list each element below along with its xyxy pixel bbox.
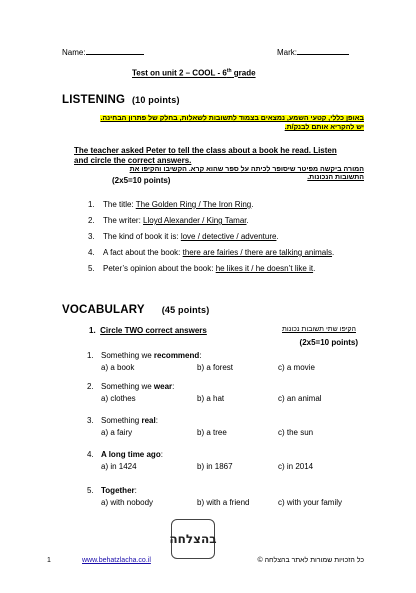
page-number: 1 xyxy=(47,557,51,564)
listening-item xyxy=(88,200,253,209)
item-number: 3. xyxy=(88,232,95,241)
question-keyword: wear xyxy=(153,382,173,391)
name-field xyxy=(62,46,144,57)
answer-option[interactable]: b) with a friend xyxy=(197,498,250,507)
item-prefix: Peter’s opinion about the book: xyxy=(103,264,216,273)
item-suffix: . xyxy=(246,216,249,225)
answer-option[interactable]: a) clothes xyxy=(101,394,136,403)
answer-option[interactable]: b) a hat xyxy=(197,394,225,403)
vocab-question xyxy=(87,450,163,459)
vocab-q1-title: 1. Circle TWO correct answers xyxy=(89,326,207,335)
listening-item xyxy=(88,248,334,257)
behatzlacha-logo: בהצלחה xyxy=(171,519,215,559)
question-colon: : xyxy=(160,450,163,459)
answer-option[interactable]: c) a movie xyxy=(278,363,315,372)
question-text: Something xyxy=(101,416,142,425)
website-link[interactable]: www.behatzlacha.co.il xyxy=(82,557,151,564)
vocab-q1-points: (2x5=10 points) xyxy=(299,338,358,347)
answer-choices[interactable]: there are fairies / there are talking animals xyxy=(182,248,333,257)
listening-task-english: The teacher asked Peter to tell the class about a book he read. Listen and circle the correct answers. xyxy=(74,146,337,165)
question-colon: : xyxy=(199,351,202,360)
listening-item xyxy=(88,216,249,225)
answer-option[interactable]: a) with nobody xyxy=(101,498,154,507)
mark-field xyxy=(277,46,349,57)
vocabulary-heading: VOCABULARY (45 points) xyxy=(62,304,210,316)
mark-blank xyxy=(297,46,349,55)
vocab-question xyxy=(87,416,158,425)
name-label: Name: xyxy=(62,48,86,57)
listening-item xyxy=(88,264,315,273)
question-number: 3. xyxy=(87,416,94,425)
answer-option[interactable]: c) the sun xyxy=(278,428,314,437)
item-suffix: . xyxy=(313,264,316,273)
item-number: 2. xyxy=(88,216,95,225)
answer-option[interactable]: b) a tree xyxy=(197,428,227,437)
vocab-q1-hebrew: הקיפו שתי תשובות נכונות xyxy=(282,326,356,333)
listening-item xyxy=(88,232,279,241)
question-text: Something we xyxy=(101,382,154,391)
item-suffix: . xyxy=(276,232,279,241)
vocab-question xyxy=(87,382,174,391)
item-suffix: . xyxy=(251,200,254,209)
question-keyword: real xyxy=(141,416,156,425)
answer-choices[interactable]: Lloyd Alexander / King Tamar xyxy=(143,216,247,225)
question-keyword: A long time ago xyxy=(101,450,161,459)
listening-heading: LISTENING (10 points) xyxy=(62,94,180,106)
answer-choices[interactable]: love / detective / adventure xyxy=(180,232,277,241)
vocab-question xyxy=(87,486,137,495)
name-blank xyxy=(86,46,144,55)
question-number: 2. xyxy=(87,382,94,391)
item-prefix: A fact about the book: xyxy=(103,248,183,257)
item-suffix: . xyxy=(332,248,335,257)
question-colon: : xyxy=(172,382,175,391)
question-colon: : xyxy=(134,486,137,495)
answer-option[interactable]: a) a fairy xyxy=(101,428,133,437)
question-text: Something we xyxy=(101,351,154,360)
answer-option[interactable]: a) a book xyxy=(101,363,135,372)
answer-option[interactable]: c) with your family xyxy=(278,498,343,507)
test-title: Test on unit 2 – COOL - 6th grade xyxy=(132,68,256,78)
answer-option[interactable]: a) in 1424 xyxy=(101,462,137,471)
listening-instruction-hebrew: באופן כללי, קטעי השמע, נמצאים בצמוד לתשובות לשאלות, בחלק של פתרון הבחינה. יש להקריא אותם לבנק/ת. xyxy=(100,115,364,131)
item-prefix: The kind of book it is: xyxy=(103,232,181,241)
question-number: 1. xyxy=(87,351,94,360)
item-prefix: The writer: xyxy=(103,216,144,225)
answer-choices[interactable]: he likes it / he doesn’t like it xyxy=(215,264,314,273)
mark-label: Mark: xyxy=(277,48,297,57)
item-prefix: The title: xyxy=(103,200,136,209)
question-keyword: Together xyxy=(101,486,135,495)
question-number: 5. xyxy=(87,486,94,495)
item-number: 5. xyxy=(88,264,95,273)
answer-option[interactable]: b) a forest xyxy=(197,363,234,372)
question-keyword: recommend xyxy=(153,351,200,360)
question-number: 4. xyxy=(87,450,94,459)
answer-choices[interactable]: The Golden Ring / The Iron Ring xyxy=(135,200,252,209)
listening-task-points: (2x5=10 points) xyxy=(112,176,171,185)
item-number: 4. xyxy=(88,248,95,257)
item-number: 1. xyxy=(88,200,95,209)
vocab-question xyxy=(87,351,202,360)
copyright-text: כל הזכויות שמורות לאתר בהצלחה © xyxy=(257,557,364,564)
answer-option[interactable]: c) an animal xyxy=(278,394,322,403)
answer-option[interactable]: b) in 1867 xyxy=(197,462,233,471)
question-colon: : xyxy=(155,416,158,425)
listening-task-hebrew: המורה ביקשה מפיטר שיסופר לכיתה על ספר שהוא קרא. הקשיבו והקיפו את התשובות הנכונות. xyxy=(129,166,364,181)
answer-option[interactable]: c) in 2014 xyxy=(278,462,314,471)
